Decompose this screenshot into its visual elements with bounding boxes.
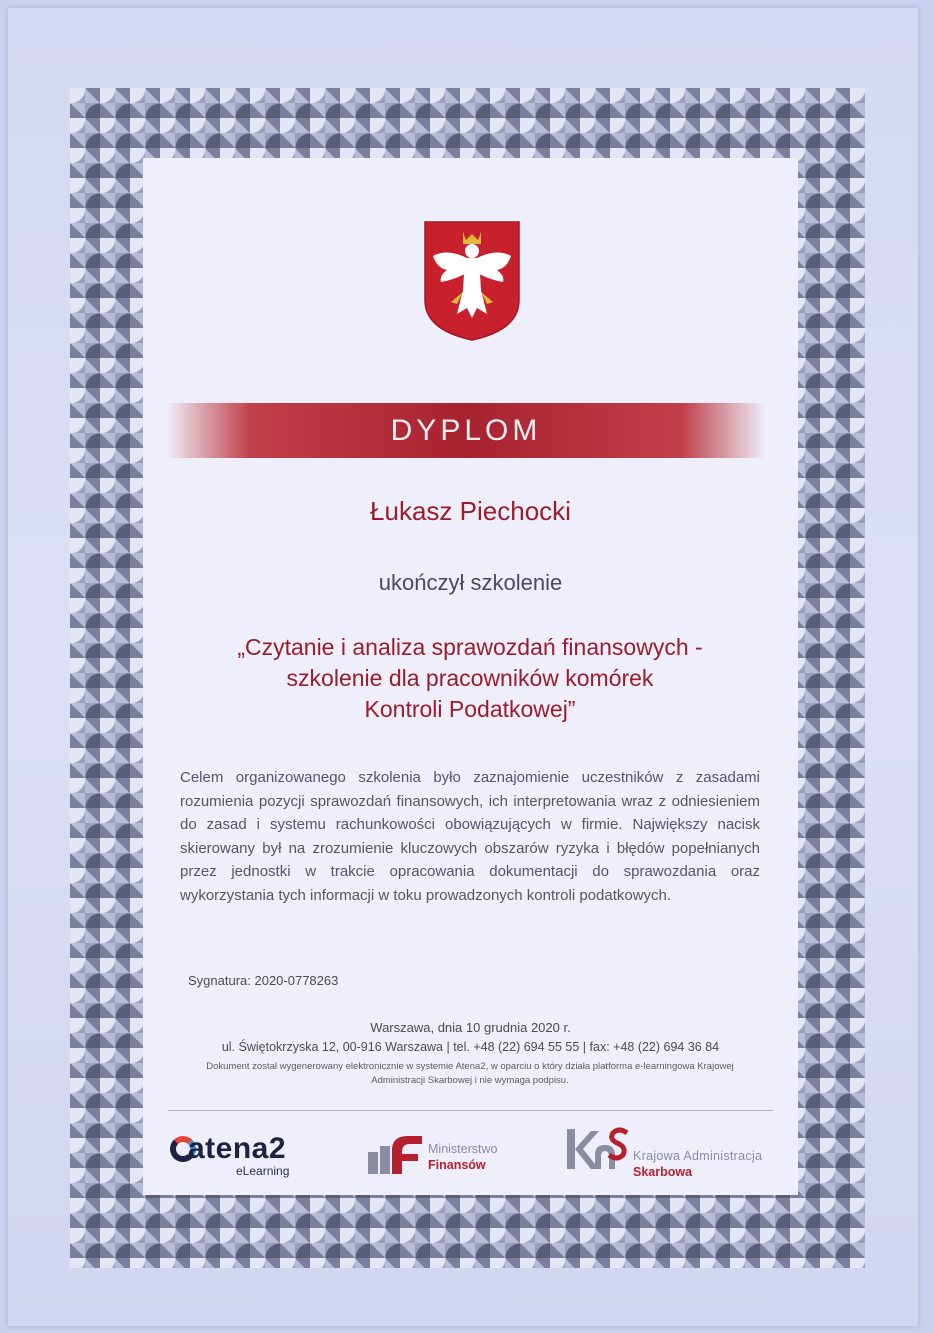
atena-logo bbox=[170, 1130, 320, 1182]
completed-text: ukończył szkolenie bbox=[378, 570, 563, 595]
kas-logo bbox=[565, 1125, 775, 1180]
issuer-address: ul. Świętokrzyska 12, 00-916 Warszawa | tel. +48 (22) 694 55 55 | fax: +48 (22) 694 36 84 bbox=[221, 1040, 720, 1054]
place-and-date: Warszawa, dnia 10 grudnia 2020 r. bbox=[370, 1020, 571, 1035]
footer-divider bbox=[168, 1110, 773, 1111]
polish-eagle-emblem-icon bbox=[421, 218, 523, 343]
course-title bbox=[160, 632, 780, 725]
atena-logo-text: atena2 bbox=[188, 1132, 287, 1165]
ministry-logo-line-1: Ministerstwo bbox=[428, 1142, 498, 1156]
course-title-line-1: „Czytanie i analiza sprawozdań finansowych - bbox=[237, 634, 703, 660]
course-description: Celem organizowanego szkolenia było zaznajomienie uczestników z zasadami rozumienia pozycji sprawozdań finansowych, ich interpretowania wraz z odniesieniem do zasad i systemu rachunkowości obowiązujących w firmie. Największy nacisk skierowany był na zrozumienie kluczowych obszarów ryzyka i błędów popełnianych przez jednostki w trakcie opracowania dokumentacji do sprawozdania oraz wykorzystania tych informacji w toku prowadzonych kontroli podatkowych. bbox=[180, 769, 760, 904]
kas-logo-line-2: Skarbowa bbox=[633, 1165, 693, 1179]
ministry-logo-line-2: Finansów bbox=[428, 1158, 486, 1172]
course-title-line-2: szkolenie dla pracowników komórek bbox=[286, 665, 654, 691]
course-title-line-3: Kontroli Podatkowej” bbox=[364, 696, 576, 722]
ministry-mark-icon bbox=[368, 1132, 424, 1176]
atena-logo-subtitle: eLearning bbox=[236, 1164, 290, 1178]
diploma-banner bbox=[166, 403, 766, 458]
recipient-name: Łukasz Piechocki bbox=[370, 496, 571, 526]
kas-mark-icon bbox=[565, 1125, 631, 1177]
kas-logo-line-1: Krajowa Administracja bbox=[633, 1149, 763, 1163]
signature-number: Sygnatura: 2020-0778263 bbox=[188, 973, 339, 988]
ministry-of-finance-logo bbox=[368, 1132, 528, 1178]
banner-title: DYPLOM bbox=[390, 413, 542, 447]
footer-note: Dokument został wygenerowany elektronicznie w systemie Atena2, w oparciu o który działa platforma e-learningowa Krajowej Administracji Skarbowej i nie wymaga podpisu. bbox=[206, 1061, 734, 1086]
